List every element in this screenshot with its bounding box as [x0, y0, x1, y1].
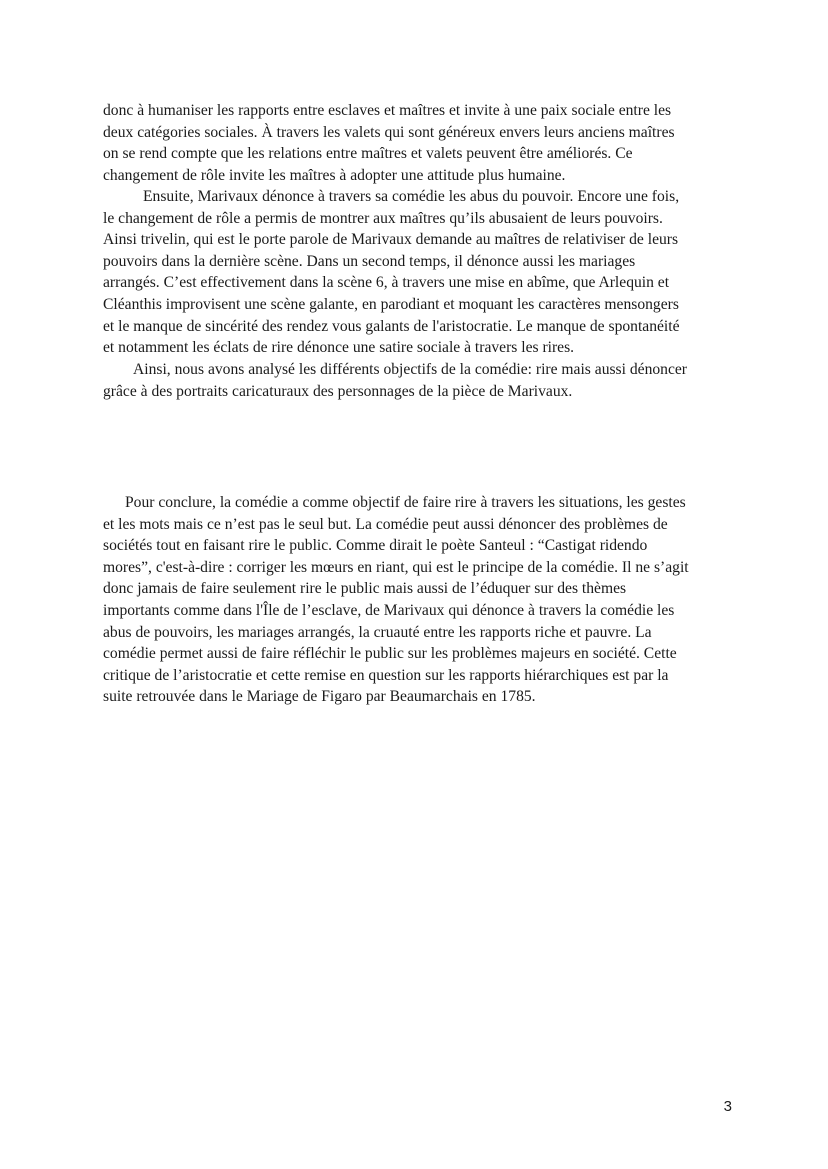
paragraph-conclusion	[103, 492, 728, 708]
text-line: Ensuite, Marivaux dénonce à travers sa comédie les abus du pouvoir. Encore une fois,	[143, 188, 680, 205]
text-line: donc à humaniser les rapports entre esclaves et maîtres et invite à une paix sociale entre les	[103, 102, 672, 119]
text-line: comédie permet aussi de faire réfléchir le public sur les problèmes majeurs en société. Cette	[103, 645, 677, 663]
text-line: le changement de rôle a permis de montrer aux maîtres qu’ils abusaient de leurs pouvoirs.	[103, 209, 663, 227]
text-line: donc jamais de faire seulement rire le public mais aussi de l’éduquer sur des thèmes	[103, 580, 627, 598]
text-line: changement de rôle invite les maîtres à adopter une attitude plus humaine.	[103, 166, 566, 184]
text-line: et notamment les éclats de rire dénonce une satire sociale à travers les rires.	[103, 339, 575, 357]
text-line: importants comme dans l'Île de l’esclave, de Marivaux qui dénonce à travers la comédie les	[103, 601, 675, 619]
page-number: 3	[723, 1098, 732, 1115]
text-line: suite retrouvée dans le Mariage de Figaro par Beaumarchais en 1785.	[103, 688, 536, 706]
text-line: deux catégories sociales. À travers les valets qui sont généreux envers leurs anciens maîtres	[103, 123, 675, 141]
text-line: et le manque de sincérité des rendez vous galants de l'aristocratie. Le manque de spontanéité	[103, 317, 680, 335]
text-line: et les mots mais ce n’est pas le seul but. La comédie peut aussi dénoncer des problèmes de	[103, 515, 668, 533]
text-line: mores”, c'est-à-dire : corriger les mœurs en riant, qui est le principe de la comédie. Il ne s’agit	[103, 558, 689, 576]
text-line: pouvoirs dans la dernière scène. Dans un second temps, il dénonce aussi les mariages	[103, 252, 636, 270]
text-line: arrangés. C’est effectivement dans la scène 6, à travers une mise en abîme, que Arlequin et	[103, 274, 670, 292]
paragraph-transition	[103, 359, 728, 402]
text-line: on se rend compte que les relations entre maîtres et valets peuvent être améliorés. Ce	[103, 145, 633, 163]
text-line: grâce à des portraits caricaturaux des personnages de la pièce de Marivaux.	[103, 382, 573, 400]
text-line: Ainsi trivelin, qui est le porte parole de Marivaux demande au maîtres de relativiser de leurs	[103, 231, 679, 249]
paragraph-humanisation	[103, 100, 728, 186]
text-line: Cléanthis improvisent une scène galante, en parodiant et moquant les caractères mensongers	[103, 295, 679, 313]
text-line: Pour conclure, la comédie a comme objectif de faire rire à travers les situations, les gestes	[125, 494, 686, 511]
paragraph-abus-du-pouvoir	[103, 186, 728, 359]
text-line: critique de l’aristocratie et cette remise en question sur les rapports hiérarchiques est par la	[103, 666, 669, 684]
text-line: sociétés tout en faisant rire le public. Comme dirait le poète Santeul : “Castigat ridendo	[103, 537, 648, 555]
text-line: Ainsi, nous avons analysé les différents objectifs de la comédie: rire mais aussi dénoncer	[133, 361, 687, 378]
text-line: abus de pouvoirs, les mariages arrangés, la cruauté entre les rapports riche et pauvre. La	[103, 623, 652, 641]
